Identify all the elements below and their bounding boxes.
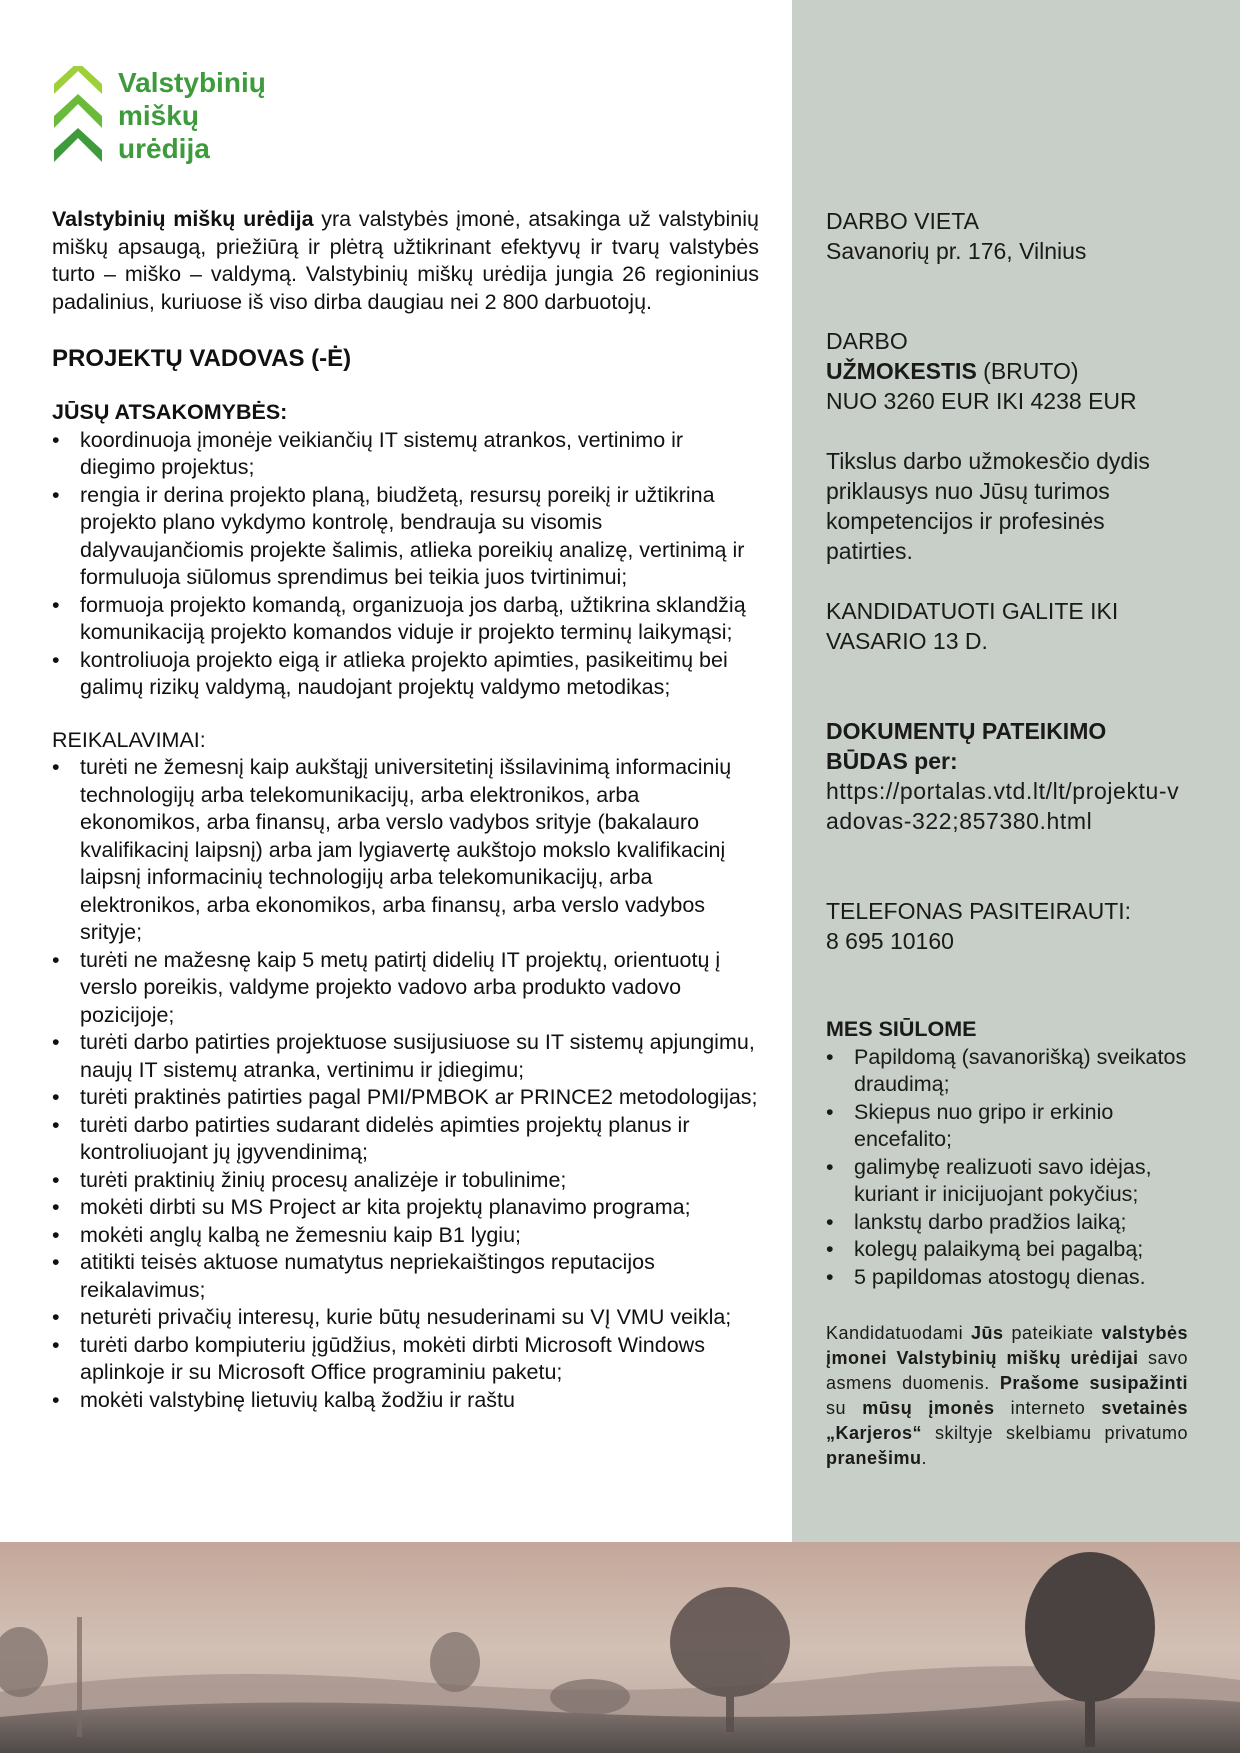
tree-logo-icon bbox=[52, 66, 104, 170]
salary-title-line2 bbox=[826, 356, 1188, 386]
list-item: • kolegų palaikymą bei pagalbą; bbox=[826, 1236, 1188, 1264]
list-item: • turėti praktinės patirties pagal PMI/PMBOK ar PRINCE2 metodologijas; bbox=[52, 1084, 759, 1112]
list-item: • kontroliuoja projekto eigą ir atlieka projekto apimties, pasikeitimų bei galimų rizikų valdymą, naudojant projektų valdymo metodikas; bbox=[52, 647, 759, 702]
documents-title: DOKUMENTŲ PATEIKIMO BŪDAS per: bbox=[826, 718, 1107, 774]
privacy-text-bold: Prašome susipažinti bbox=[999, 1373, 1189, 1393]
requirements-list bbox=[52, 754, 759, 1414]
application-deadline: KANDIDATUOTI GALITE IKI VASARIO 13 D. bbox=[826, 598, 1119, 654]
phone-number[interactable]: 8 695 10160 bbox=[826, 928, 954, 954]
list-item: • turėti praktinių žinių procesų analizėje ir tobulinime; bbox=[52, 1167, 759, 1195]
privacy-text: skiltyje skelbiamu privatumo bbox=[922, 1423, 1188, 1443]
organization-logo bbox=[52, 66, 312, 176]
privacy-text-bold: svetainės „Karjeros“ bbox=[826, 1398, 1188, 1443]
list-item: • turėti ne žemesnį kaip aukštąjį universitetinį išsilavinimą informacinių technologijų arba telekomunikacijų, arba elektronikos, arba ekonomikos, arba finansų, arba verslo vadybos srityje (bakalauro kvalifikacinį laipsnį) arba jam lygiavertę aukštojo mokslo kvalifikacinį laipsnį informacinių technologijų arba telekomunikacijų, arba elektronikos, arba ekonomikos, arba finansų, arba verslo vadybos srityje; bbox=[52, 754, 759, 947]
list-item: • galimybę realizuoti savo idėjas, kuriant ir inicijuojant pokyčius; bbox=[826, 1154, 1188, 1209]
salary-title-bold: UŽMOKESTIS bbox=[826, 358, 977, 384]
workplace-block bbox=[826, 206, 1188, 266]
privacy-text: Kandidatuodami bbox=[826, 1323, 972, 1343]
list-item: • mokėti anglų kalbą ne žemesniu kaip B1 lygiu; bbox=[52, 1222, 759, 1250]
list-item: • formuoja projekto komandą, organizuoja jos darbą, užtikrina sklandžią komunikaciją projekto komandos viduje ir projekto terminų laikymąsi; bbox=[52, 592, 759, 647]
list-item: • mokėti dirbti su MS Project ar kita projektų planavimo programa; bbox=[52, 1194, 759, 1222]
sidebar-content bbox=[826, 206, 1188, 1471]
list-item: • Papildomą (savanorišką) sveikatos draudimą; bbox=[826, 1044, 1188, 1099]
privacy-text-bold: Jūs bbox=[971, 1323, 1004, 1343]
workplace-address: Savanorių pr. 176, Vilnius bbox=[826, 238, 1087, 264]
list-item: • turėti ne mažesnę kaip 5 metų patirtį didelių IT projektų, orientuotų į verslo poreikis, valdyme projekto vadovo arba produkto vadovo pozicijoje; bbox=[52, 947, 759, 1030]
main-column bbox=[52, 206, 759, 1414]
list-item: • rengia ir derina projekto planą, biudžetą, resursų poreikį ir užtikrina projekto plano vykdymo kontrolę, bendrauja su visomis dalyvaujančiomis projekte šalimis, atlieka poreikių analizę, vertinimą ir formuluoja siūlomus sprendimus bei teikia juos tvirtinimui; bbox=[52, 482, 759, 592]
list-item: • lankstų darbo pradžios laiką; bbox=[826, 1209, 1188, 1237]
privacy-text-bold: mūsų įmonės bbox=[862, 1398, 995, 1418]
job-title: PROJEKTŲ VADOVAS (-Ė) bbox=[52, 345, 352, 372]
salary-note: Tikslus darbo užmokesčio dydis priklausys nuo Jūsų turimos kompetencijos ir profesinės patirties. bbox=[826, 448, 1150, 564]
list-item: • Skiepus nuo gripo ir erkinio encefalito; bbox=[826, 1099, 1188, 1154]
landscape-image bbox=[0, 1542, 1240, 1753]
logo-wordmark bbox=[118, 66, 266, 165]
privacy-text: . bbox=[921, 1448, 928, 1468]
offer-list bbox=[826, 1044, 1188, 1292]
privacy-link[interactable]: pranešimu bbox=[826, 1448, 922, 1468]
list-item: • mokėti valstybinę lietuvių kalbą žodžiu ir raštu bbox=[52, 1387, 759, 1415]
foggy-forest-photo bbox=[0, 1542, 1240, 1753]
privacy-text: interneto bbox=[994, 1398, 1102, 1418]
workplace-title: DARBO VIETA bbox=[826, 208, 979, 234]
list-item: • 5 papildomas atostogų dienas. bbox=[826, 1264, 1188, 1292]
salary-range: NUO 3260 EUR IKI 4238 EUR bbox=[826, 388, 1137, 414]
privacy-notice bbox=[826, 1321, 1188, 1471]
privacy-text-bold: valstybės įmonei Valstybinių miškų urėdijai bbox=[826, 1323, 1188, 1368]
list-item: • turėti darbo patirties sudarant didelės apimties projektų planus ir kontroliuojant jų įgyvendinimą; bbox=[52, 1112, 759, 1167]
intro-paragraph bbox=[52, 206, 759, 316]
responsibilities-list bbox=[52, 427, 759, 702]
logo-line: Valstybinių bbox=[118, 67, 266, 98]
privacy-text: su bbox=[826, 1398, 863, 1418]
privacy-text: pateikiate bbox=[1003, 1323, 1102, 1343]
list-item: • koordinuoja įmonėje veikiančių IT sistemų atrankos, vertinimo ir diegimo projektus; bbox=[52, 427, 759, 482]
salary-gross-label: (BRUTO) bbox=[976, 358, 1079, 384]
list-item: • turėti darbo kompiuteriu įgūdžius, mokėti dirbti Microsoft Windows aplinkoje ir su Microsoft Office programiniu paketu; bbox=[52, 1332, 759, 1387]
list-item: • neturėti privačių interesų, kurie būtų nesuderinami su VĮ VMU veikla; bbox=[52, 1304, 759, 1332]
list-item: • turėti darbo patirties projektuose susijusiuose su IT sistemų apjungimu, naujų IT sistemų atranka, vertinimu ir įdiegimu; bbox=[52, 1029, 759, 1084]
intro-text: yra valstybės įmonė, atsakinga už valstybinių miškų apsaugą, priežiūrą ir plėtrą užtikrinant efektyvų ir tvarų valstybės turto – miško – valdymą. Valstybinių miškų urėdija jungia 26 regioninius padalinius, kuriuose iš viso dirba daugiau nei 2 800 darbuotojų. bbox=[52, 207, 759, 314]
requirements-title: REIKALAVIMAI: bbox=[52, 727, 206, 752]
logo-line: urėdija bbox=[118, 133, 210, 164]
salary-block bbox=[826, 326, 1188, 416]
phone-title: TELEFONAS PASITEIRAUTI: bbox=[826, 898, 1132, 924]
responsibilities-title: JŪSŲ ATSAKOMYBĖS: bbox=[52, 400, 288, 424]
logo-line: miškų bbox=[118, 100, 199, 131]
offer-title: MES SIŪLOME bbox=[826, 1017, 977, 1041]
privacy-text: savo asmens duomenis. bbox=[826, 1348, 1188, 1393]
intro-org-name: Valstybinių miškų urėdija bbox=[52, 207, 314, 231]
salary-title-line1: DARBO bbox=[826, 328, 908, 354]
documents-link[interactable]: https://portalas.vtd.lt/lt/projektu-vadovas-322;857380.html bbox=[826, 778, 1180, 834]
list-item: • atitikti teisės aktuose numatytus nepriekaištingos reputacijos reikalavimus; bbox=[52, 1249, 759, 1304]
